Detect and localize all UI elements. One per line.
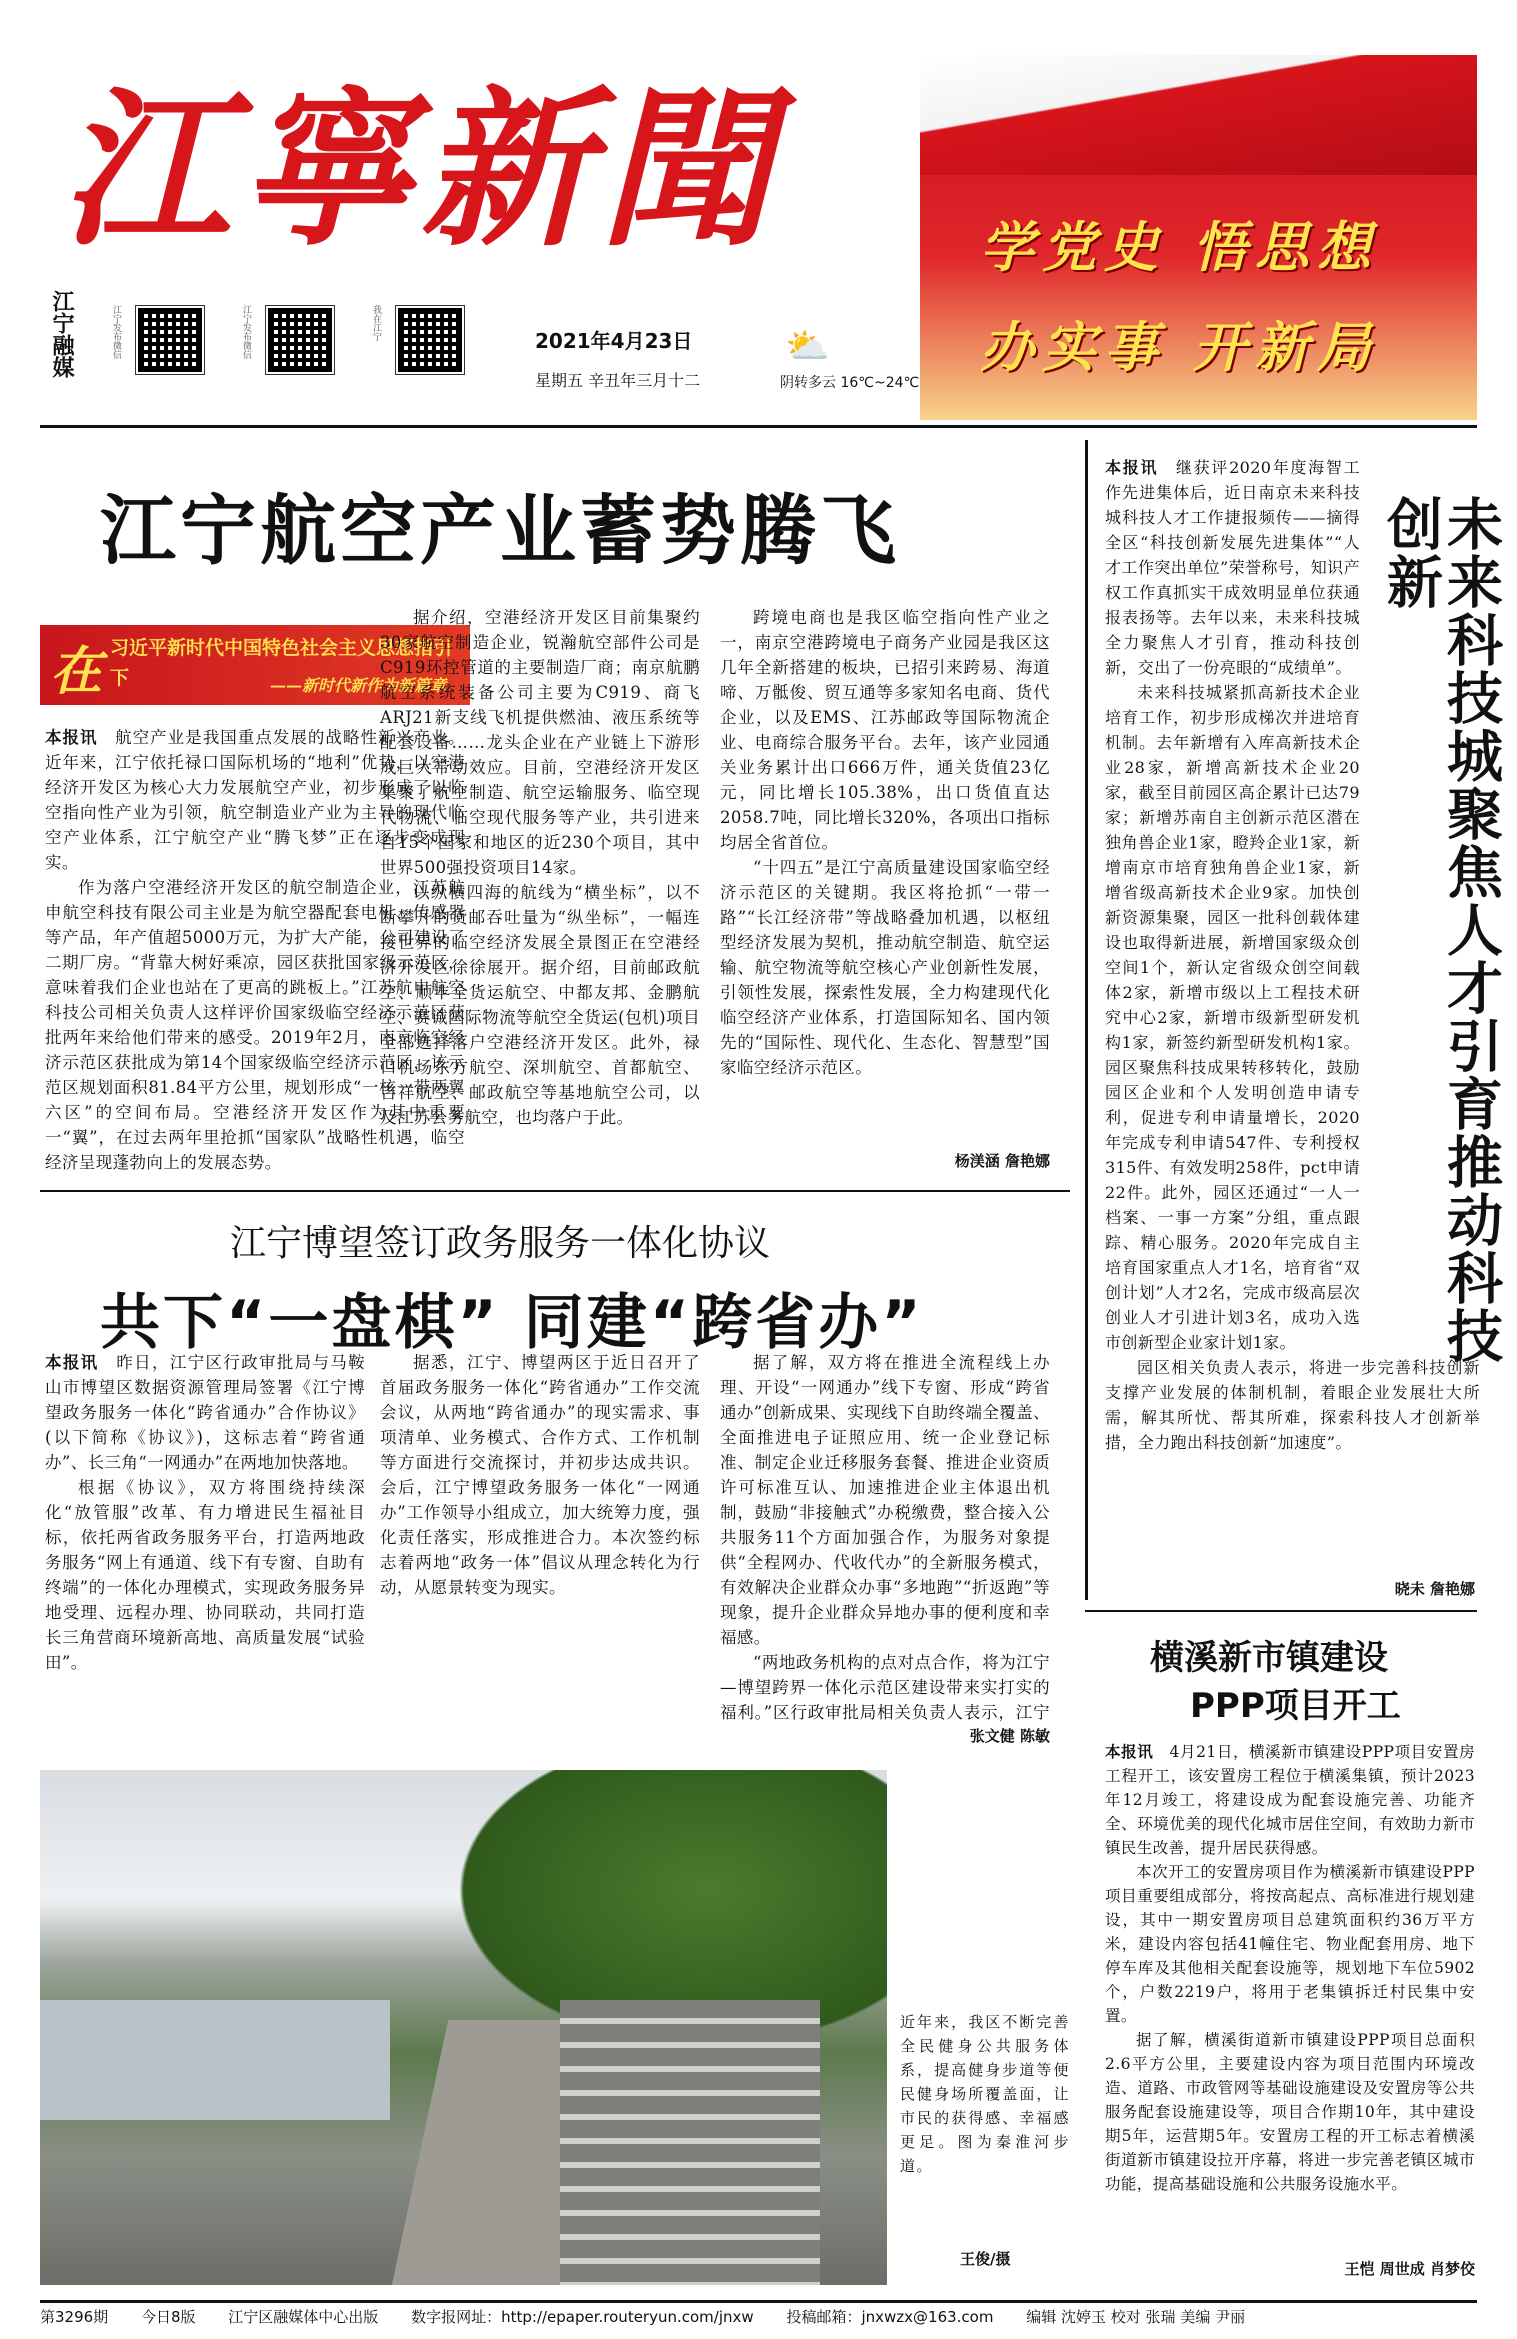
article2-headline: 共下“一盘棋” 同建“跨省办” (100, 1288, 924, 1358)
footer-editors: 编辑 沈婷玉 校对 张瑞 美编 尹丽 (1026, 2308, 1246, 2326)
article2-col1 (45, 1350, 365, 1750)
article2-paragraph: 据了解，双方将在推进全流程线上办理、开设“一网通办”线下专窗、形成“跨省通办”创新成果、实现线下自助终端全覆盖、全面推进电子证照应用、统一企业登记标准、制定企业迁移服务套餐、推进企业资质许可标准互认、加速推进企业主体退出机制，鼓励“非接触式”办税缴费，整合接入公共服务11个方面加强合作，为服务对象提供“全程网办、代收代办”的全新服务模式，有效解决企业群众办事“多地跑”“折返跑”等现象，提升企业群众异地办事的便利度和幸福感。 (720, 1353, 1050, 1647)
article2-lead: 本报讯 (45, 1353, 99, 1372)
article1-paragraph: 据介绍，空港经济开发区目前集聚约30家航空制造企业，锐瀚航空部件公司是C919环控管道的主要制造厂商；南京航鹏航空系统装备公司主要为C919、商飞ARJ21新支线飞机提供燃油、液压系统等配套设备……龙头企业在产业链上下游形成巨大带动效应。目前，空港经济开发区集聚了航空制造、航空运输服务、临空现代物流、临空现代服务等产业，共引进来自15个国家和地区的近230个项目，其中世界500强投资项目14家。 (380, 608, 700, 877)
article1-col2b (380, 605, 700, 1175)
article4-paragraph: 4月21日，横溪新市镇建设PPP项目安置房工程开工，该安置房工程位于横溪集镇，预计2023年12月竣工，将建设成为配套设施完善、功能齐全、环境优美的现代化城市居住空间，有效助力新市镇民生改善，提升居民获得感。 (1105, 1743, 1475, 1857)
article1-paragraph: 作为落户空港经济开发区的航空制造企业，江苏航申航空科技有限公司主业是为航空器配套电机、传感器等产品，年产值超5000万元，为扩大产能，公司建设了二期厂房。“背靠大树好乘凉，园区获批国家级示范区，意味着我们企业也站在了更高的跳板上。”江苏航申航空科技公司相关负责人这样评价国家级临空经济示范区获批两年来给他们带来的感受。2019年2月，南京临空经济示范区获批成为第14个国家级临空经济示范区，该示范区规划面积81.84平方公里，规划形成“一核一带两翼六区”的空间布局。空港经济开发区作为其中重要一“翼”，在过去两年里抢抓“国家队”战略性机遇，临空经济呈现蓬勃向上的发展态势。 (45, 878, 465, 1172)
article2-author: 张文健 陈敏 (969, 1727, 1050, 1745)
issue-date: 2021年4月23日 (535, 329, 693, 353)
weather-text: 阴转多云 16℃~24℃ (780, 375, 920, 391)
qr-code-2[interactable] (265, 305, 335, 375)
article4-headline-2: PPP项目开工 (1190, 1686, 1401, 1726)
footer-pages: 今日8版 (140, 2308, 196, 2326)
photo-river (40, 2000, 390, 2120)
qr-label-2: 江宁发布微信 (241, 305, 251, 359)
article3-lead: 本报讯 (1105, 458, 1159, 477)
article3-paragraph: 园区相关负责人表示，将进一步完善科技创新支撑产业发展的体制机制，着眼企业发展壮大所需，解其所忧、帮其所难，探索科技人才创新举措，全力跑出科技创新“加速度”。 (1105, 1358, 1480, 1452)
article3-headline: 未来科技城聚焦人才引育推动科技创新 (1378, 495, 1503, 1365)
article4-lead: 本报讯 (1105, 1743, 1154, 1761)
article3-col1 (1105, 455, 1360, 1355)
qr-group (110, 305, 520, 385)
article1-paragraph: 跨境电商也是我区临空指向性产业之一，南京空港跨境电子商务产业园是我区这几年全新搭建的板块，已招引来跨易、海道啼、万骶俊、贸互通等多家知名电商、货代企业，以及EMS、江苏邮政等国际物流企业、电商综合服务平台。去年，该产业园通关业务累计出口666万件，通关货值23亿元，同比增长105.38%，出口货值直达2058.7吨，同比增长320%，各项出口指标均居全省首位。 (720, 608, 1050, 852)
column-subtitle: ——新时代新作为新篇章 (270, 676, 447, 695)
qr-code-1[interactable] (135, 305, 205, 375)
qr-label-1: 江宁发布微信 (111, 305, 121, 359)
column-divider (1085, 440, 1088, 1600)
slogan-line-1: 学党史 悟思想 (980, 215, 1379, 279)
article3-paragraph: 未来科技城紧抓高新技术企业培育工作，初步形成梯次并进培育机制。去年新增有入库高新技术企业28家，新增高新技术企业20家，截至目前园区高企累计已达79家；新增苏南自主创新示范区潜在独角兽企业1家，瞪羚企业1家，新增南京市培育独角兽企业1家，新增省级高新技术企业9家。加快创新资源集聚，园区一批科创载体建设也取得新进展，新增国家级众创空间1个，新认定省级众创空间载体2家，新增市级以上工程技术研究中心2家，新增市级新型研发机构1家，新签约新型研发机构1家。园区聚焦科技成果转移转化，鼓励园区企业和个人发明创造申请专利，促进专利申请量增长，2020年完成专利申请547件、专利授权315件、有效发明258件，pct申请22件。此外，园区还通过“一人一档案、一事一方案”分组，重点跟踪、精心服务。2020年完成自主培育国家重点人才1名，培育省“双创计划”人才2名，完成市级高层次创业人才引进计划3名，成功入选市创新型企业家计划1家。 (1105, 683, 1360, 1352)
section-rule (40, 1190, 1070, 1192)
photo-credit: 王俊/摄 (960, 2250, 1011, 2268)
article1-paragraph: 航空产业是我国重点发展的战略性新兴产业。近年来，江宁依托禄口国际机场的“地利”优势，以空港经济开发区为核心大力发展航空产业，初步形成了以临空指向性产业为引领，航空制造业产业为主导的现代临空产业体系，江宁航空产业“腾飞梦”正在逐步变成现实。 (45, 728, 465, 872)
section-rule (1085, 1610, 1477, 1612)
footer-publisher: 江宁区融媒体中心出版 (228, 2308, 379, 2326)
footer-site[interactable]: 数字报网址：http://epaper.routeryun.com/jnxw (411, 2308, 754, 2326)
photo-caption: 近年来，我区不断完善全民健身公共服务体系，提高健身步道等便民健身场所覆盖面，让市民的获得感、幸福感更足。图为秦淮河步道。 (900, 2013, 1070, 2175)
article2-paragraph: “两地政务机构的点对点合作，将为江宁—博望跨界一体化示范区建设带来实打实的福利。”区行政审批局相关负责人表示，江宁 (720, 1653, 1050, 1722)
article1-lead: 本报讯 (45, 728, 98, 747)
article4-author: 王恺 周世成 肖梦佼 (1344, 2260, 1475, 2278)
article2-paragraph: 据悉，江宁、博望两区于近日召开了首届政务服务一体化“跨省通办”工作交流会议，从两地“跨省通办”的现实需求、事项清单、业务模式、合作方式、工作机制等方面进行交流探讨，并初步达成共识。会后，江宁博望政务服务一体化“一网通办”工作领导小组成立，加大统筹力度，强化责任落实，形成推进合力。本次签约标志着两地“政务一体”倡议从理念转化为行动，从愿景转变为现实。 (380, 1353, 700, 1597)
article2-kicker: 江宁博望签订政务服务一体化协议 (230, 1223, 771, 1264)
article4-headline-1: 横溪新市镇建设 (1150, 1638, 1388, 1678)
qr-label-3: 我在江宁 (371, 305, 381, 341)
article3-author: 晓未 詹艳娜 (1394, 1580, 1475, 1598)
article1-paragraph: “十四五”是江宁高质量建设国家临空经济示范区的关键期。我区将抢抓“一带一路”“长江经济带”等战略叠加机遇，以枢纽型经济发展为契机，推动航空制造、航空运输、航空物流等航空核心产业创新性发展，引领性发展，探索性发展，全力构建现代化临空经济产业体系，打造国际知名、国内领先的“国际性、现代化、生态化、智慧型”国家临空经济示范区。 (720, 858, 1050, 1077)
slogan-banner (920, 55, 1477, 420)
article2-col2 (380, 1350, 700, 1750)
column-title: 习近平新时代中国特色社会主义思想指引下 (110, 637, 453, 689)
cloud-sun-icon: ⛅ (785, 326, 830, 367)
qr-code-3[interactable] (395, 305, 465, 375)
article1-author: 杨渼涵 詹艳娜 (954, 1152, 1050, 1170)
photo-steps (560, 2000, 820, 2285)
article4-body (1105, 1740, 1475, 2250)
media-label: 江宁融媒 (49, 290, 74, 378)
footer (40, 2300, 1477, 2331)
article1-paragraph: 以纵横四海的航线为“横坐标”，以不断攀升的货邮吞吐量为“纵坐标”，一幅连接世界的临空经济发展全景图正在空港经济开发区徐徐展开。据介绍，目前邮政航空、顺丰全货运航空、中都友邦、金鹏航空、赛诚国际物流等航空全货运(包机)项目全部选择落户空港经济开发区。此外，禄口机场东方航空、深圳航空、首都航空、吉祥航空、邮政航空等基地航空公司，以及江苏公务航空，也均落户于此。 (380, 883, 700, 1127)
article1-col3 (720, 605, 1050, 1150)
slogan-line-2: 办实事 开新局 (980, 315, 1379, 379)
article2-paragraph: 根据《协议》，双方将围绕持续深化“放管服”改革、有力增进民生福祉目标，依托两省政务服务平台，打造两地政务服务“网上有通道、线下有专窗、自助有终端”的一体化办理模式，实现政务服务异地受理、远程办理、协同联动，共同打造长三角营商环境新高地、高质量发展“试验田”。 (45, 1478, 365, 1672)
column-tag: 在 (50, 641, 103, 702)
article1-headline: 江宁航空产业蓄势腾飞 (100, 486, 900, 575)
article3-col2 (1105, 1355, 1480, 1575)
masthead-title: 江寧新聞 (60, 70, 781, 270)
masthead-rule (40, 425, 1477, 428)
footer-issue: 第3296期 (40, 2308, 109, 2326)
footer-email[interactable]: 投稿邮箱：jnxwzx@163.com (786, 2308, 994, 2326)
article4-paragraph: 本次开工的安置房项目作为横溪新市镇建设PPP项目重要组成部分，将按高起点、高标准进行规划建设，其中一期安置房项目总建筑面积约36万平方米，建设内容包括41幢住宅、物业配套用房、地下停车库及其他相关配套设施等，规划地下车位5902个，户数2219户，将用于老集镇拆迁村民集中安置。 (1105, 1863, 1475, 2025)
article3-paragraph: 继获评2020年度海智工作先进集体后，近日南京未来科技城科技人才工作捷报频传——摘得全区“科技创新发展先进集体”“人才工作突出单位”荣誉称号，知识产权工作真抓实干成效明显单位获通报表扬等。去年以来，未来科技城全力聚焦人才引育，推动科技创新，交出了一份亮眼的“成绩单”。 (1105, 458, 1360, 677)
flag-decoration (920, 55, 1477, 175)
issue-weekday: 星期五 辛丑年三月十二 (535, 371, 701, 390)
article2-col3 (720, 1350, 1050, 1725)
article4-paragraph: 据了解，横溪街道新市镇建设PPP项目总面积2.6平方公里，主要建设内容为项目范围内环境改造、道路、市政管网等基础设施建设及安置房等公共服务配套设施建设等，项目合作期10年，其中建设期5年，运营期5年。安置房工程的开工标志着横溪街道新市镇建设拉开序幕，将进一步完善老镇区城市功能，提高基础设施和公共服务设施水平。 (1105, 2031, 1475, 2193)
river-trail-photo (40, 1770, 887, 2285)
article2-paragraph: 昨日，江宁区行政审批局与马鞍山市博望区数据资源管理局签署《江宁博望政务服务一体化“跨省通办”合作协议》(以下简称《协议》)，这标志着“跨省通办”、长三角“一网通办”在两地加快落地。 (45, 1353, 365, 1472)
